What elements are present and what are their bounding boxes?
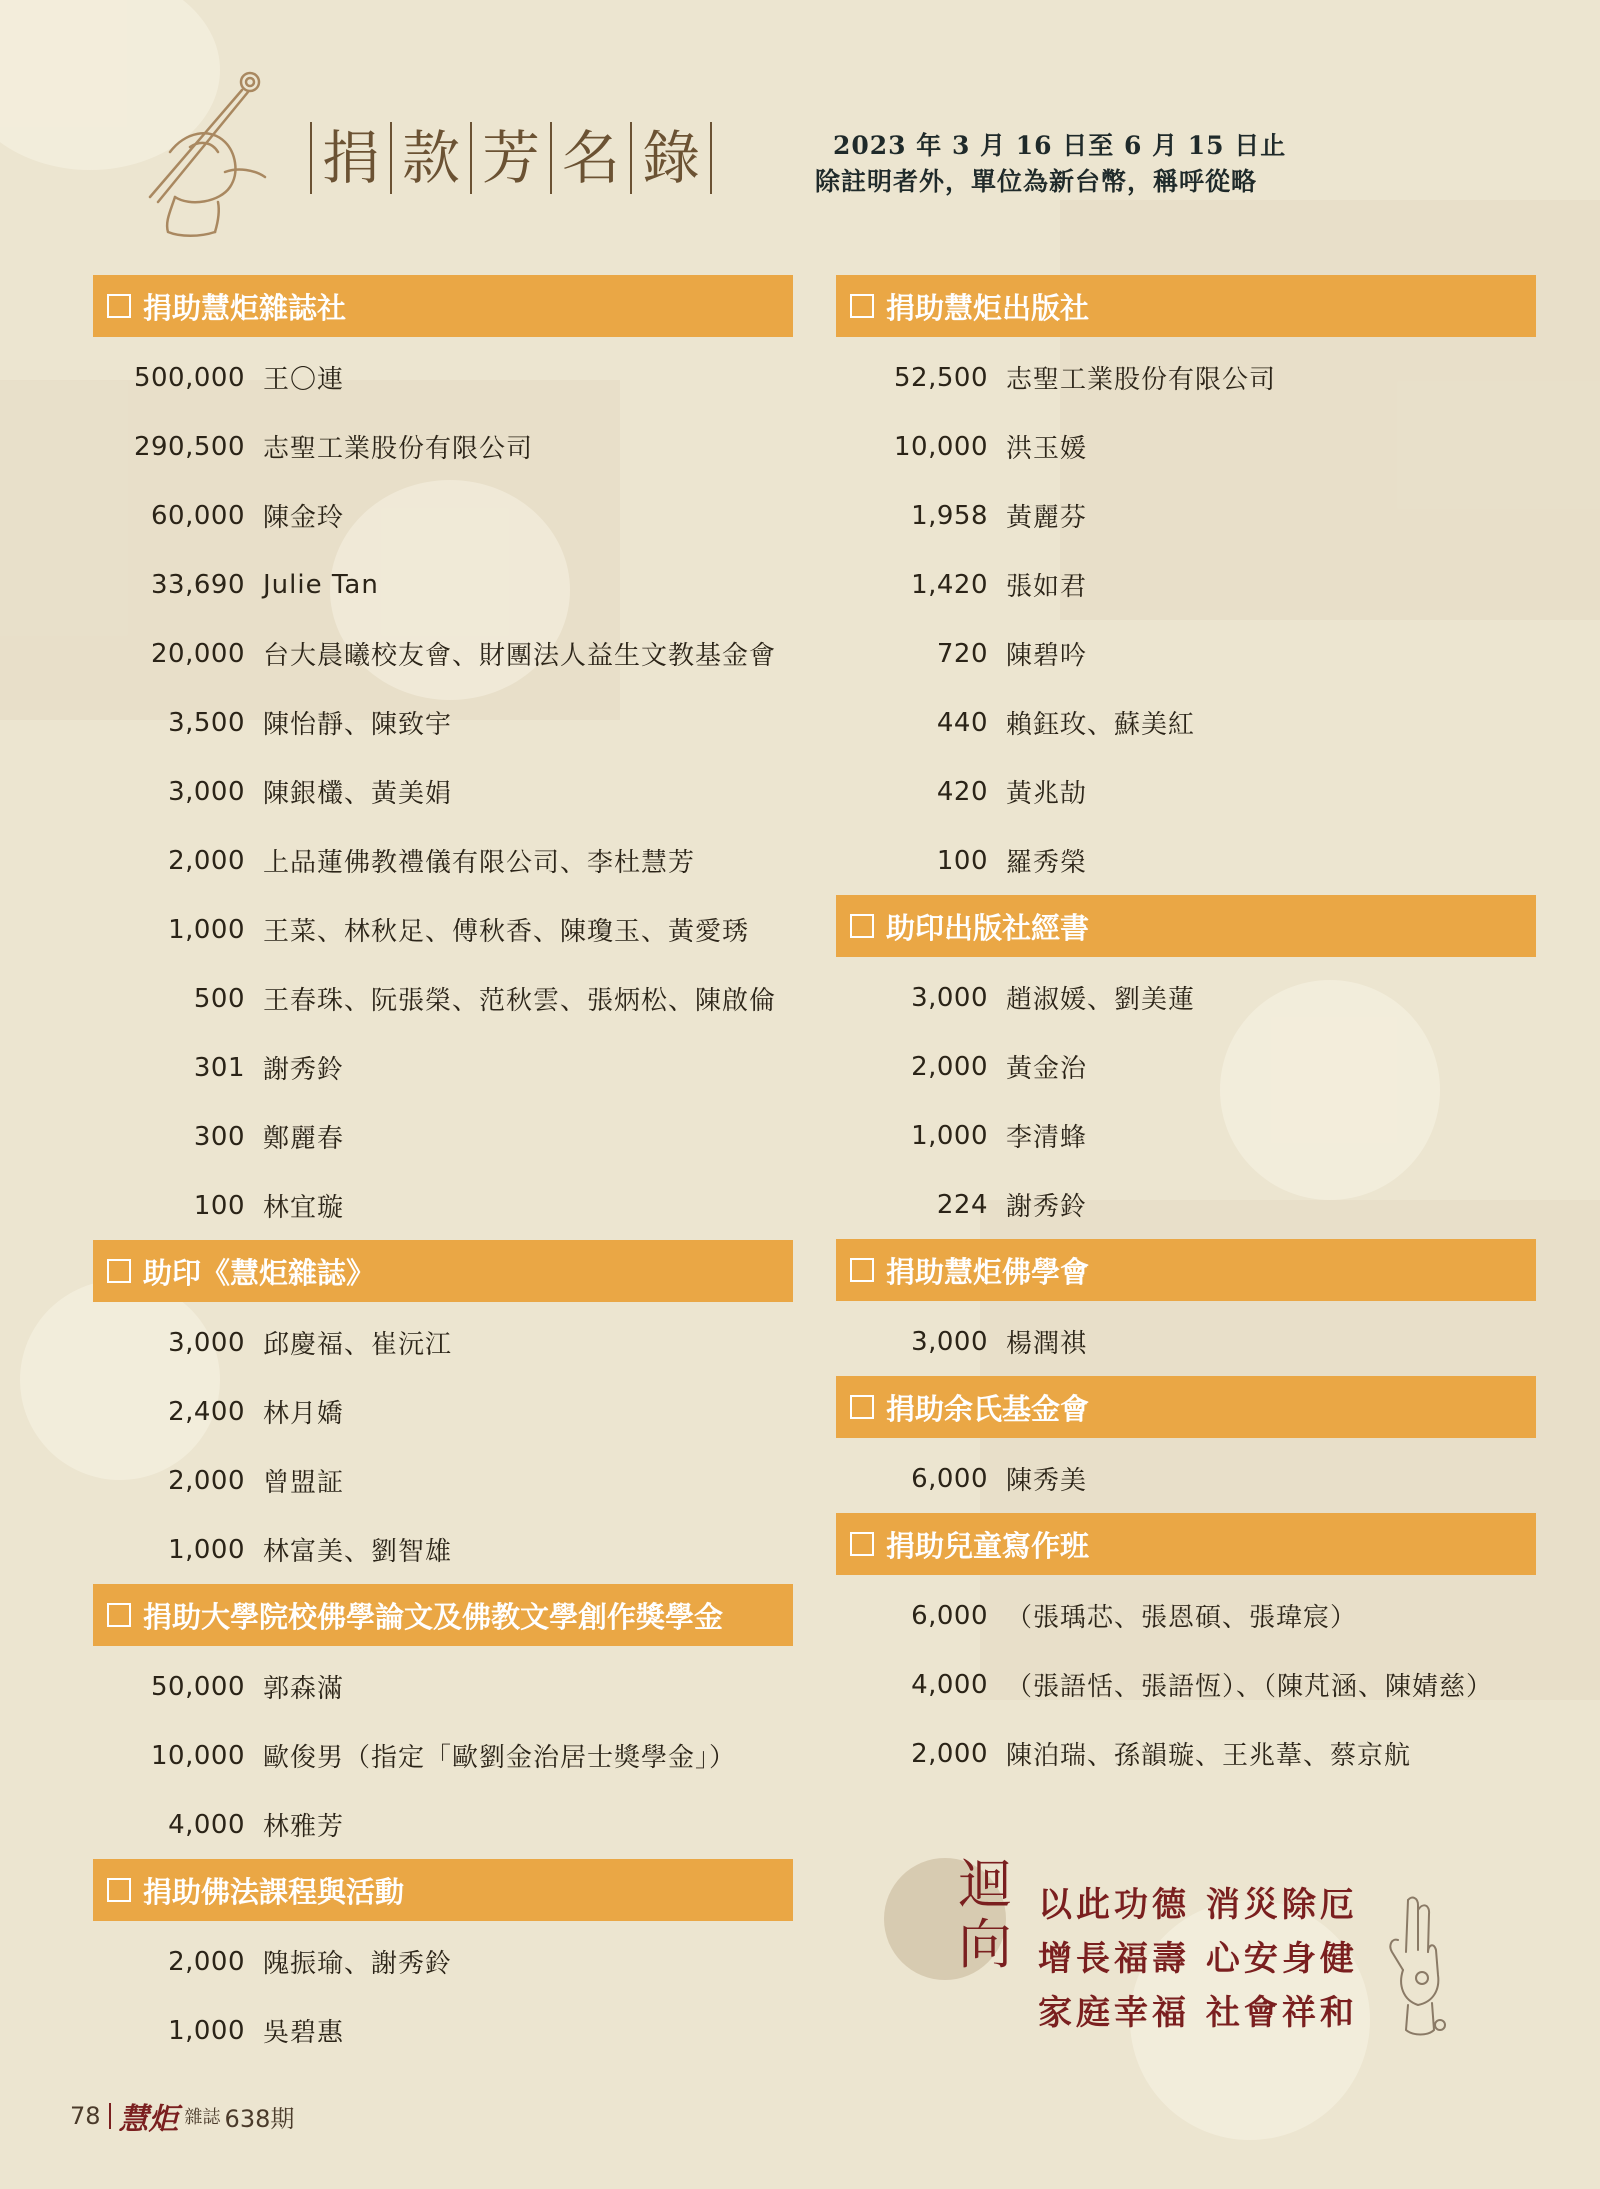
- section-title: 捐助大學院校佛學論文及佛教文學創作獎學金: [143, 1599, 724, 1634]
- donation-amount: 2,000: [911, 1738, 988, 1769]
- dedication-label: 迴向: [958, 1853, 1012, 1976]
- donation-amount: 1,000: [168, 2015, 245, 2046]
- section-title: 捐助慧炬出版社: [886, 290, 1090, 325]
- title-char: 捐: [322, 124, 381, 192]
- donation-entry: [93, 1515, 793, 1584]
- dedication-line: 增長福壽 心安身健: [1038, 1939, 1358, 1979]
- donation-entry: [836, 1581, 1536, 1650]
- checkbox-square-icon: [850, 914, 874, 938]
- donation-entry: [836, 1650, 1536, 1719]
- donor-names: 林富美、劉智雄: [263, 1537, 453, 1567]
- checkbox-square-icon: [107, 294, 131, 318]
- donation-entry: [836, 1170, 1536, 1239]
- donation-amount: 3,000: [168, 776, 245, 807]
- donor-names: 志聖工業股份有限公司: [263, 434, 534, 464]
- donor-names: 洪玉媛: [1006, 434, 1088, 464]
- donor-names: 郭森滿: [263, 1674, 345, 1704]
- donation-entry: [836, 963, 1536, 1032]
- title-divider: [390, 122, 392, 194]
- donation-amount: 1,958: [911, 500, 988, 531]
- donation-entry: [836, 826, 1536, 895]
- section-header: [836, 275, 1536, 337]
- donation-entry: [836, 481, 1536, 550]
- donation-amount: 10,000: [151, 1740, 245, 1771]
- donation-amount: 224: [936, 1189, 988, 1220]
- magazine-suffix: 雜誌: [184, 2107, 221, 2128]
- donation-entry: [93, 619, 793, 688]
- donor-names: 陳秀美: [1006, 1466, 1088, 1496]
- donation-amount: 100: [936, 845, 988, 876]
- title-divider: [710, 122, 712, 194]
- donor-names: 謝秀鈴: [1006, 1192, 1088, 1222]
- donor-names: 黃麗芬: [1006, 503, 1088, 533]
- donation-amount: 720: [936, 638, 988, 669]
- section-header: [93, 1584, 793, 1646]
- donation-amount: 301: [193, 1052, 245, 1083]
- donation-entry: [93, 550, 793, 619]
- donation-entry: [836, 343, 1536, 412]
- donation-entry: [93, 1721, 793, 1790]
- donation-amount: 2,000: [168, 1946, 245, 1977]
- magazine-logo: 慧炬: [118, 2102, 179, 2137]
- donor-names: （張瑀芯、張恩碩、張瑋宸）: [1006, 1603, 1358, 1633]
- donation-amount: 50,000: [151, 1671, 245, 1702]
- donor-names: 陳碧吟: [1006, 641, 1088, 671]
- donation-amount: 440: [936, 707, 988, 738]
- donation-entry: [836, 550, 1536, 619]
- donor-names: 鄭麗春: [263, 1124, 345, 1154]
- donor-names: 陳金玲: [263, 503, 345, 533]
- section-title: 捐助慧炬佛學會: [886, 1254, 1090, 1289]
- checkbox-square-icon: [850, 1258, 874, 1282]
- donation-entry: [836, 412, 1536, 481]
- donation-entry: [836, 757, 1536, 826]
- dedication-line: 以此功德 消災除厄: [1038, 1885, 1358, 1925]
- donation-entry: [836, 619, 1536, 688]
- donation-entry: [93, 1790, 793, 1859]
- title-divider: [310, 122, 312, 194]
- donation-amount: 52,500: [894, 362, 988, 393]
- donor-names: 台大晨曦校友會、財團法人益生文教基金會: [263, 641, 777, 671]
- title-char: 款: [402, 124, 461, 192]
- donor-names: Julie Tan: [263, 569, 379, 600]
- donation-amount: 1,000: [168, 1534, 245, 1565]
- donation-entry: [93, 343, 793, 412]
- donor-names: 吳碧惠: [263, 2018, 345, 2048]
- section-header: [836, 1513, 1536, 1575]
- donation-amount: 420: [936, 776, 988, 807]
- page-title: [300, 118, 722, 198]
- section-title: 捐助余氏基金會: [886, 1391, 1090, 1426]
- donor-names: 王春珠、阮張榮、范秋雲、張炳松、陳啟倫: [263, 986, 777, 1016]
- donation-entry: [93, 481, 793, 550]
- donation-amount: 300: [193, 1121, 245, 1152]
- donation-entry: [93, 1102, 793, 1171]
- donation-amount: 500: [193, 983, 245, 1014]
- title-divider: [550, 122, 552, 194]
- mudra-hand-icon: [1378, 1890, 1458, 2040]
- donation-amount: 6,000: [911, 1463, 988, 1494]
- checkbox-square-icon: [107, 1603, 131, 1627]
- donation-entry: [93, 1308, 793, 1377]
- section-title: 捐助佛法課程與活動: [143, 1874, 405, 1909]
- section-header: [836, 1239, 1536, 1301]
- currency-note: 除註明者外，單位為新台幣，稱呼從略: [815, 167, 1258, 196]
- donation-entry: [93, 688, 793, 757]
- donation-amount: 60,000: [151, 500, 245, 531]
- donation-amount: 4,000: [911, 1669, 988, 1700]
- donation-entry: [93, 1996, 793, 2065]
- donation-entry: [93, 964, 793, 1033]
- section-header: [836, 895, 1536, 957]
- checkbox-square-icon: [850, 1395, 874, 1419]
- date-range-note: [815, 128, 1286, 200]
- donor-names: 上品蓮佛教禮儀有限公司、李杜慧芳: [263, 848, 696, 878]
- donation-amount: 3,500: [168, 707, 245, 738]
- donor-names: 謝秀鈴: [263, 1055, 345, 1085]
- donation-amount: 3,000: [168, 1327, 245, 1358]
- section-header: [836, 1376, 1536, 1438]
- donor-names: （張語恬、張語恆）、（陳芃涵、陳婧慈）: [1006, 1672, 1494, 1702]
- donation-amount: 1,000: [911, 1120, 988, 1151]
- donor-names: 陳銀欉、黃美娟: [263, 779, 453, 809]
- section-title: 捐助兒童寫作班: [886, 1528, 1090, 1563]
- donor-names: 志聖工業股份有限公司: [1006, 365, 1277, 395]
- donor-names: 黃兆劼: [1006, 779, 1088, 809]
- checkbox-square-icon: [107, 1259, 131, 1283]
- donation-entry: [836, 1032, 1536, 1101]
- section-header: [93, 275, 793, 337]
- section-header: [93, 1859, 793, 1921]
- donation-entry: [836, 1307, 1536, 1376]
- section-header: [93, 1240, 793, 1302]
- donor-names: 林宜璇: [263, 1193, 345, 1223]
- donor-names: 王〇連: [263, 365, 345, 395]
- donation-entry: [93, 757, 793, 826]
- donor-names: 賴鈺玫、蘇美紅: [1006, 710, 1196, 740]
- title-char: 名: [562, 124, 621, 192]
- donation-amount: 2,000: [168, 1465, 245, 1496]
- donation-entry: [93, 826, 793, 895]
- donation-column-left: [93, 275, 793, 2065]
- donor-names: 李清蜂: [1006, 1123, 1088, 1153]
- section-title: 助印出版社經書: [886, 910, 1090, 945]
- donor-names: 邱慶福、崔沅江: [263, 1330, 453, 1360]
- donor-names: 林月嬌: [263, 1399, 345, 1429]
- hand-ornament-icon: [130, 62, 280, 242]
- checkbox-square-icon: [850, 1532, 874, 1556]
- donor-names: 楊潤祺: [1006, 1329, 1088, 1359]
- donation-amount: 4,000: [168, 1809, 245, 1840]
- donation-amount: 33,690: [151, 569, 245, 600]
- donation-entry: [93, 1652, 793, 1721]
- donation-entry: [93, 1171, 793, 1240]
- section-title: 助印《慧炬雜誌》: [143, 1255, 376, 1290]
- checkbox-square-icon: [107, 1878, 131, 1902]
- donation-amount: 2,000: [168, 845, 245, 876]
- donor-names: 羅秀榮: [1006, 848, 1088, 878]
- donation-entry: [93, 1033, 793, 1102]
- donor-names: 歐俊男（指定「歐劉金治居士獎學金」）: [263, 1743, 737, 1773]
- dedication-verse: [1038, 1878, 1358, 2040]
- donation-amount: 6,000: [911, 1600, 988, 1631]
- donation-entry: [93, 1377, 793, 1446]
- donation-entry: [836, 1101, 1536, 1170]
- donation-column-right: [836, 275, 1536, 1788]
- donation-amount: 20,000: [151, 638, 245, 669]
- donor-names: 王菜、林秋足、傅秋香、陳瓊玉、黃愛琇: [263, 917, 750, 947]
- donor-names: 黃金治: [1006, 1054, 1088, 1084]
- donation-amount: 100: [193, 1190, 245, 1221]
- donation-amount: 3,000: [911, 982, 988, 1013]
- donation-entry: [93, 895, 793, 964]
- donation-amount: 1,420: [911, 569, 988, 600]
- donation-entry: [836, 1444, 1536, 1513]
- donor-names: 林雅芳: [263, 1812, 345, 1842]
- donation-amount: 2,000: [911, 1051, 988, 1082]
- donation-amount: 290,500: [133, 431, 245, 462]
- donation-entry: [93, 412, 793, 481]
- date-range: 2023 年 3 月 16 日至 6 月 15 日止: [833, 131, 1287, 160]
- donation-entry: [836, 1719, 1536, 1788]
- donor-names: 趙淑媛、劉美蓮: [1006, 985, 1196, 1015]
- donation-amount: 3,000: [911, 1326, 988, 1357]
- title-divider: [470, 122, 472, 194]
- donation-amount: 10,000: [894, 431, 988, 462]
- title-divider: [630, 122, 632, 194]
- title-char: 芳: [482, 124, 541, 192]
- donor-names: 隗振瑜、謝秀鈴: [263, 1949, 453, 1979]
- donation-amount: 500,000: [133, 362, 245, 393]
- page-number: 78: [70, 2102, 101, 2130]
- title-char: 錄: [642, 124, 701, 192]
- donation-entry: [93, 1927, 793, 1996]
- donation-amount: 1,000: [168, 914, 245, 945]
- donation-entry: [93, 1446, 793, 1515]
- donor-names: 陳怡靜、陳致宇: [263, 710, 453, 740]
- donor-names: 曾盟証: [263, 1468, 345, 1498]
- donor-names: 張如君: [1006, 572, 1088, 602]
- page-footer: [70, 2094, 294, 2138]
- donation-entry: [836, 688, 1536, 757]
- donor-names: 陳泊瑞、孫韻璇、王兆葦、蔡京航: [1006, 1741, 1412, 1771]
- checkbox-square-icon: [850, 294, 874, 318]
- footer-divider: [109, 2103, 111, 2129]
- donation-amount: 2,400: [168, 1396, 245, 1427]
- dedication-line: 家庭幸福 社會祥和: [1038, 1993, 1358, 2033]
- section-title: 捐助慧炬雜誌社: [143, 290, 347, 325]
- issue-number: 638期: [224, 2104, 295, 2133]
